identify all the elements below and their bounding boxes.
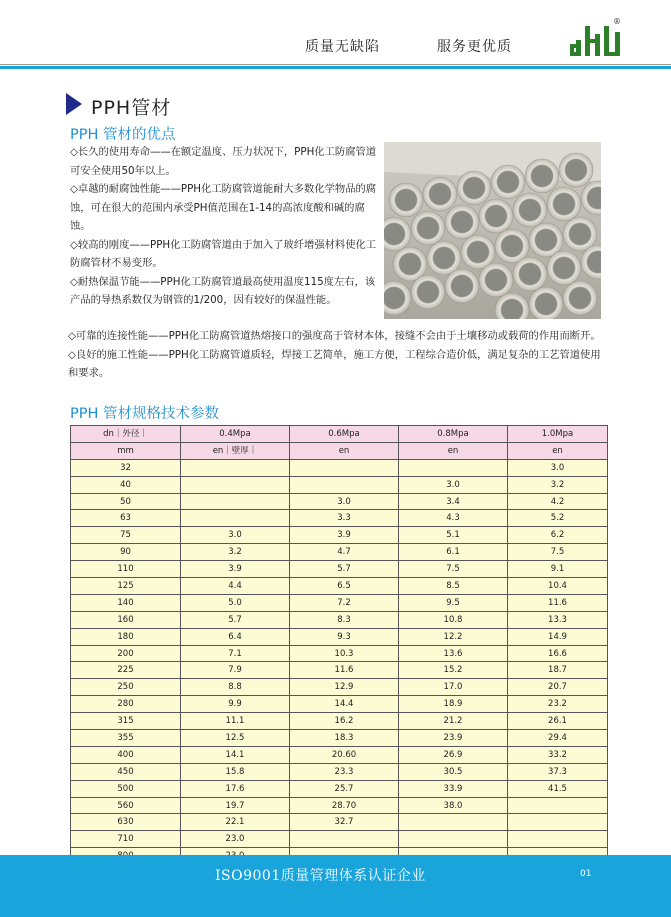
table-cell: 18.3	[290, 730, 399, 747]
table-row	[71, 594, 608, 611]
table-cell: 23.9	[399, 730, 508, 747]
advantage-item: ◇良好的施工性能——PPH化工防腐管道质轻，焊接工艺简单，施工方便，工程综合造价低，满足复杂的工艺管道使用和要求。	[68, 348, 601, 379]
table-cell: 7.9	[181, 662, 290, 679]
table-cell: 12.5	[181, 730, 290, 747]
table-cell: 3.4	[399, 493, 508, 510]
table-cell: 11.6	[290, 662, 399, 679]
table-cell: 63	[71, 510, 181, 527]
table-row	[71, 679, 608, 696]
table-cell: 8.5	[399, 578, 508, 595]
table-cell: 450	[71, 763, 181, 780]
page-title: PPH管材	[91, 97, 172, 119]
table-cell: 3.0	[508, 459, 608, 476]
table-row	[71, 527, 608, 544]
table-cell: 17.0	[399, 679, 508, 696]
table-cell: 6.2	[508, 527, 608, 544]
table-cell: 3.0	[181, 527, 290, 544]
table-row	[71, 797, 608, 814]
table-cell	[290, 831, 399, 848]
table-header-row	[71, 442, 608, 459]
title-arrow-icon	[66, 93, 82, 115]
table-cell: 7.1	[181, 645, 290, 662]
table-cell	[181, 510, 290, 527]
table-cell: 125	[71, 578, 181, 595]
table-row	[71, 544, 608, 561]
table-header-cell: 0.4Mpa	[181, 426, 290, 443]
spec-table	[70, 425, 608, 865]
table-cell: 3.2	[181, 544, 290, 561]
table-header-cell: 0.6Mpa	[290, 426, 399, 443]
table-cell: 25.7	[290, 780, 399, 797]
table-row	[71, 662, 608, 679]
table-cell: 560	[71, 797, 181, 814]
table-cell: 7.5	[508, 544, 608, 561]
table-cell	[181, 476, 290, 493]
table-row	[71, 746, 608, 763]
table-cell: 5.0	[181, 594, 290, 611]
table-cell: 23.2	[508, 696, 608, 713]
table-cell: 630	[71, 814, 181, 831]
table-cell: 26.1	[508, 713, 608, 730]
table-row	[71, 561, 608, 578]
advantage-item: ◇可靠的连接性能——PPH化工防腐管道热熔接口的强度高于管材本体，接缝不会由于土壤移动或载荷的作用而断开。	[68, 330, 601, 342]
table-header-cell: en｜壁厚｜	[181, 442, 290, 459]
table-cell: 75	[71, 527, 181, 544]
table-cell: 5.1	[399, 527, 508, 544]
table-cell: 18.7	[508, 662, 608, 679]
table-cell: 5.7	[290, 561, 399, 578]
advantages-full-list	[68, 327, 608, 383]
table-cell: 40	[71, 476, 181, 493]
table-cell: 4.7	[290, 544, 399, 561]
table-row	[71, 578, 608, 595]
table-cell: 41.5	[508, 780, 608, 797]
table-cell: 9.9	[181, 696, 290, 713]
table-cell: 23.0	[181, 831, 290, 848]
advantages-heading: PPH 管材的优点	[70, 127, 176, 143]
footer-certification: ISO9001质量管理体系认证企业	[215, 868, 426, 884]
advantage-item: ◇长久的使用寿命——在额定温度、压力状况下，PPH化工防腐管道可安全使用50年以上。	[70, 146, 377, 177]
table-header-cell: 0.8Mpa	[399, 426, 508, 443]
table-row	[71, 510, 608, 527]
table-row	[71, 763, 608, 780]
table-cell	[508, 814, 608, 831]
advantages-list	[70, 143, 382, 310]
table-cell: 10.3	[290, 645, 399, 662]
advantage-item: ◇卓越的耐腐蚀性能——PPH化工防腐管道能耐大多数化学物品的腐蚀，可在很大的范围内承受PH值范围在1-14的高浓度酸和碱的腐蚀。	[70, 183, 377, 232]
table-cell: 20.7	[508, 679, 608, 696]
table-cell: 23.3	[290, 763, 399, 780]
table-cell: 7.2	[290, 594, 399, 611]
table-cell: 29.4	[508, 730, 608, 747]
table-header-row	[71, 426, 608, 443]
table-cell: 19.7	[181, 797, 290, 814]
table-row	[71, 831, 608, 848]
table-cell: 3.9	[181, 561, 290, 578]
table-cell: 28.70	[290, 797, 399, 814]
table-cell: 11.6	[508, 594, 608, 611]
table-header-cell: en	[399, 442, 508, 459]
table-cell: 3.9	[290, 527, 399, 544]
table-cell: 16.6	[508, 645, 608, 662]
table-cell: 180	[71, 628, 181, 645]
table-cell: 32.7	[290, 814, 399, 831]
table-cell: 4.2	[508, 493, 608, 510]
table-cell: 38.0	[399, 797, 508, 814]
table-row	[71, 696, 608, 713]
table-cell	[181, 459, 290, 476]
advantage-item: ◇较高的刚度——PPH化工防腐管道由于加入了玻纤增强材料使化工防腐管材不易变形。	[70, 238, 377, 269]
table-cell: 6.4	[181, 628, 290, 645]
table-cell: 6.5	[290, 578, 399, 595]
table-header-cell: en	[290, 442, 399, 459]
table-cell: 6.1	[399, 544, 508, 561]
table-cell: 140	[71, 594, 181, 611]
table-row	[71, 713, 608, 730]
table-header-cell: mm	[71, 442, 181, 459]
table-cell: 20.60	[290, 746, 399, 763]
table-cell: 500	[71, 780, 181, 797]
table-header-cell: dn｜外径｜	[71, 426, 181, 443]
table-cell: 22.1	[181, 814, 290, 831]
table-cell: 33.9	[399, 780, 508, 797]
table-cell	[508, 797, 608, 814]
table-cell: 11.1	[181, 713, 290, 730]
table-cell	[399, 814, 508, 831]
table-cell: 12.9	[290, 679, 399, 696]
table-cell: 18.9	[399, 696, 508, 713]
table-row	[71, 814, 608, 831]
table-cell	[181, 493, 290, 510]
page-footer	[0, 855, 671, 917]
table-header-cell: 1.0Mpa	[508, 426, 608, 443]
table-cell: 225	[71, 662, 181, 679]
tagline-service: 服务更优质	[437, 39, 512, 55]
table-cell: 8.8	[181, 679, 290, 696]
table-header-cell: en	[508, 442, 608, 459]
table-cell: 3.0	[399, 476, 508, 493]
table-cell: 10.8	[399, 611, 508, 628]
table-cell: 14.1	[181, 746, 290, 763]
table-cell: 21.2	[399, 713, 508, 730]
table-cell: 37.3	[508, 763, 608, 780]
table-cell: 9.5	[399, 594, 508, 611]
header-accent-bar	[0, 66, 671, 69]
table-row	[71, 780, 608, 797]
table-cell: 7.5	[399, 561, 508, 578]
table-row	[71, 645, 608, 662]
table-row	[71, 730, 608, 747]
table-cell: 3.0	[290, 493, 399, 510]
table-cell: 14.9	[508, 628, 608, 645]
table-cell: 15.2	[399, 662, 508, 679]
table-cell: 16.2	[290, 713, 399, 730]
table-row	[71, 628, 608, 645]
table-cell: 4.3	[399, 510, 508, 527]
table-cell	[508, 831, 608, 848]
table-cell: 250	[71, 679, 181, 696]
table-cell: 355	[71, 730, 181, 747]
table-cell: 32	[71, 459, 181, 476]
table-cell: 160	[71, 611, 181, 628]
table-cell	[290, 476, 399, 493]
table-cell: 280	[71, 696, 181, 713]
table-cell: 90	[71, 544, 181, 561]
table-cell: 9.3	[290, 628, 399, 645]
table-cell: 26.9	[399, 746, 508, 763]
table-cell: 13.3	[508, 611, 608, 628]
table-cell: 17.6	[181, 780, 290, 797]
table-cell	[399, 459, 508, 476]
table-cell: 4.4	[181, 578, 290, 595]
tagline-quality: 质量无缺陷	[305, 39, 380, 55]
header-divider	[0, 64, 671, 65]
spec-heading: PPH 管材规格技术参数	[70, 406, 219, 422]
table-cell: 315	[71, 713, 181, 730]
table-cell: 8.3	[290, 611, 399, 628]
table-cell: 3.2	[508, 476, 608, 493]
table-cell: 30.5	[399, 763, 508, 780]
table-cell: 10.4	[508, 578, 608, 595]
advantage-item: ◇耐热保温节能——PPH化工防腐管道最高使用温度115度左右，该产品的导热系数仅为钢管的1/200，因有较好的保温性能。	[70, 275, 376, 306]
table-cell: 200	[71, 645, 181, 662]
registered-mark: ®	[613, 17, 621, 26]
table-row	[71, 611, 608, 628]
table-cell: 13.6	[399, 645, 508, 662]
table-row	[71, 459, 608, 476]
page-number: 01	[580, 869, 592, 879]
table-row	[71, 476, 608, 493]
table-cell	[399, 831, 508, 848]
table-cell: 12.2	[399, 628, 508, 645]
company-logo	[570, 22, 622, 60]
page-header	[0, 0, 671, 75]
table-cell: 710	[71, 831, 181, 848]
table-cell: 3.3	[290, 510, 399, 527]
table-row	[71, 493, 608, 510]
table-cell: 5.7	[181, 611, 290, 628]
table-cell: 400	[71, 746, 181, 763]
table-cell: 14.4	[290, 696, 399, 713]
table-cell: 9.1	[508, 561, 608, 578]
table-cell: 15.8	[181, 763, 290, 780]
table-cell	[290, 459, 399, 476]
pipes-photo	[384, 142, 601, 319]
table-cell: 33.2	[508, 746, 608, 763]
table-cell: 5.2	[508, 510, 608, 527]
table-cell: 50	[71, 493, 181, 510]
table-cell: 110	[71, 561, 181, 578]
